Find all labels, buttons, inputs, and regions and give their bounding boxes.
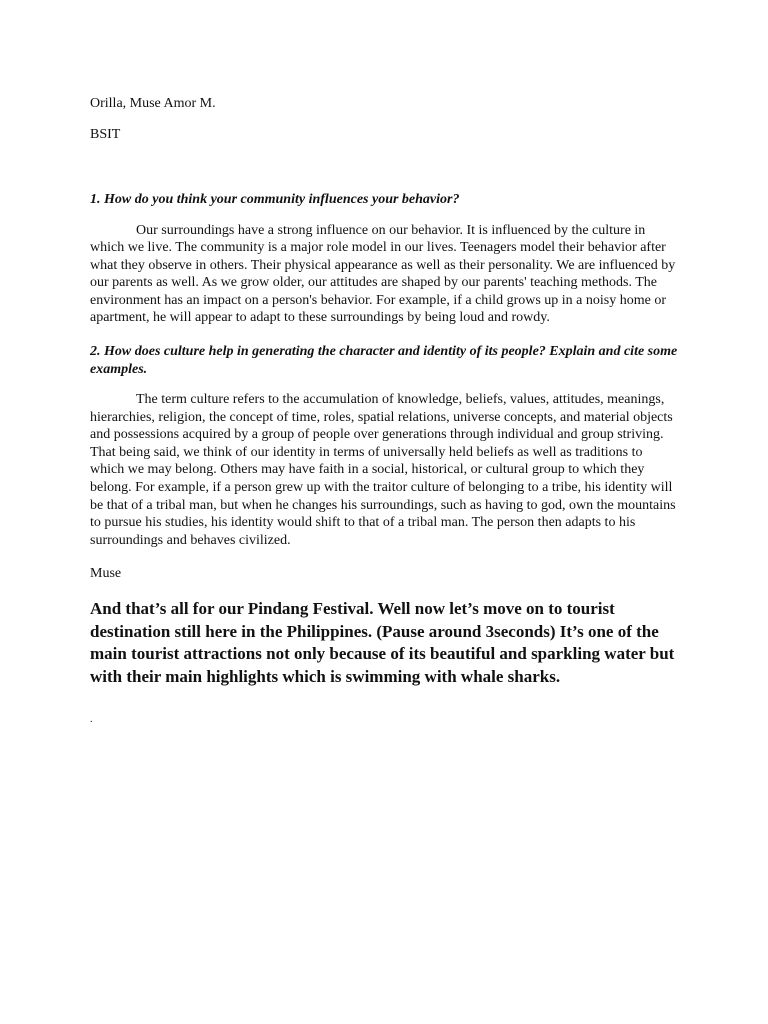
- answer-2: The term culture refers to the accumulation of knowledge, beliefs, values, attitudes, meanings, hierarchies, religion, the concept of time, roles, spatial relations, universe concepts, and material objects and possessions acquired by a group of people over generations through individual and group striving. That being said, we think of our identity in terms of universally held beliefs as well as traditions to which we may belong. Others may have faith in a social, historical, or cultural group to which they belong. For example, if a person grew up with the traitor culture of belonging to a tribe, his identity will be that of a tribal man, but when he changes his surroundings, such as having to god, own the mountains to pursue his studies, his identity would shift to that of a tribal man. The person then adapts to his surroundings and behaves civilized.: [90, 392, 676, 548]
- question-1: 1. How do you think your community influences your behavior?: [90, 192, 460, 207]
- signature-text: Muse: [90, 566, 122, 582]
- document-page: [90, 95, 678, 726]
- student-course: BSIT: [90, 127, 121, 142]
- script-paragraph: And that’s all for our Pindang Festival. Well now let’s move on to tourist destination still here in the Philippines. (Pause around 3seconds) It’s one of the main tourist attractions not only because of its beautiful and sparkling water but with their main highlights which is swimming with whale sharks.: [90, 599, 675, 686]
- student-name: Orilla, Muse Amor M.: [90, 96, 216, 111]
- trailing-mark: .: [90, 714, 93, 726]
- question-2: 2. How does culture help in generating the character and identity of its people? Explain and cite some examples.: [90, 344, 678, 377]
- answer-1: Our surroundings have a strong influence on our behavior. It is influenced by the culture in which we live. The community is a major role model in our lives. Teenagers model their behavior after what they observe in others. Their physical appearance as well as their personality. We are influenced by our parents as well. As we grow older, our attitudes are shaped by our parents' teaching methods. The environment has an impact on a person's behavior. For example, if a child grows up in a noisy home or apartment, he will appear to adapt to these surroundings by being loud and rowdy.: [90, 222, 676, 326]
